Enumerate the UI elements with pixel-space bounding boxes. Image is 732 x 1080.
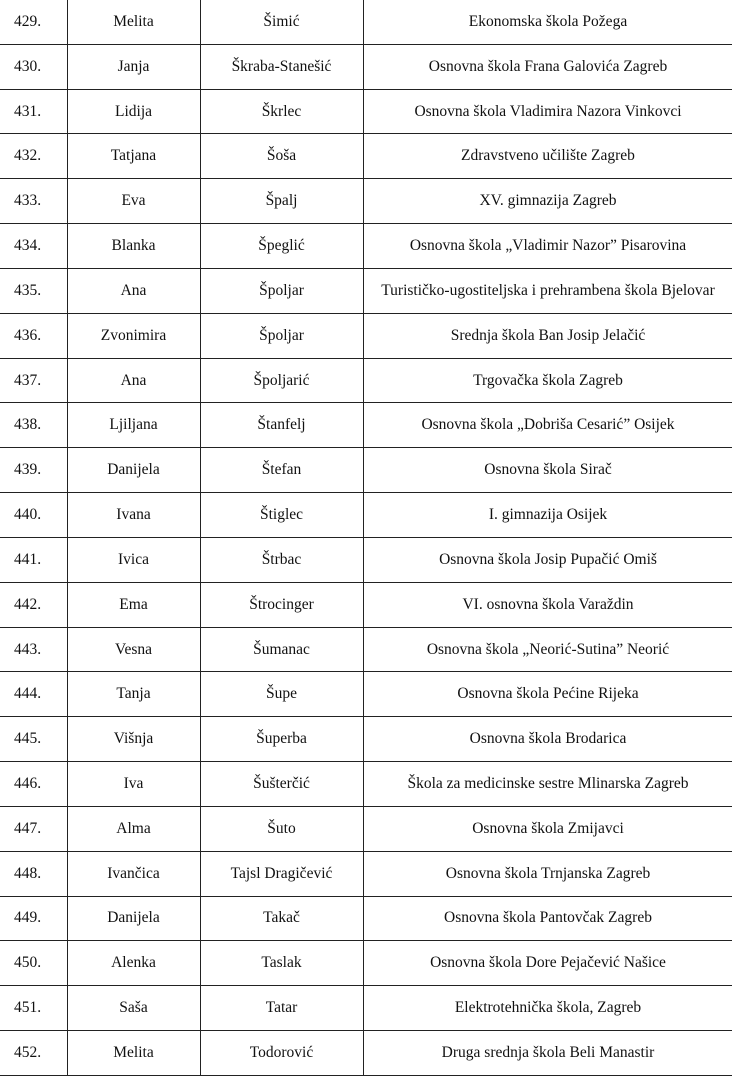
last-name-cell: Štrbac [200,537,363,582]
row-number: 437. [0,358,67,403]
first-name-cell: Iva [67,762,200,807]
table-row [0,582,732,627]
first-name-cell: Alma [67,806,200,851]
row-number: 432. [0,134,67,179]
school-name-cell: Turističko-ugostiteljska i prehrambena škola Bjelovar [363,268,732,313]
last-name-cell: Tajsl Dragičević [200,851,363,896]
school-name-cell: XV. gimnazija Zagreb [363,179,732,224]
row-number: 446. [0,762,67,807]
table-row [0,896,732,941]
first-name-cell: Lidija [67,89,200,134]
school-name-cell: Osnovna škola Brodarica [363,717,732,762]
last-name-cell: Tatar [200,986,363,1031]
school-name-cell: Elektrotehnička škola, Zagreb [363,986,732,1031]
last-name-cell: Špalj [200,179,363,224]
row-number: 448. [0,851,67,896]
table-row [0,717,732,762]
last-name-cell: Štiglec [200,493,363,538]
row-number: 450. [0,941,67,986]
table-row [0,0,732,44]
school-name-cell: Škola za medicinske sestre Mlinarska Zagreb [363,762,732,807]
table-row [0,851,732,896]
school-name-cell: Osnovna škola „Vladimir Nazor” Pisarovina [363,224,732,269]
row-number: 436. [0,313,67,358]
row-number: 430. [0,44,67,89]
last-name-cell: Špoljar [200,313,363,358]
last-name-cell: Štrocinger [200,582,363,627]
school-name-cell: Osnovna škola Josip Pupačić Omiš [363,537,732,582]
row-number: 441. [0,537,67,582]
first-name-cell: Tatjana [67,134,200,179]
school-name-cell: Srednja škola Ban Josip Jelačić [363,313,732,358]
row-number: 451. [0,986,67,1031]
row-number: 435. [0,268,67,313]
last-name-cell: Šuperba [200,717,363,762]
table-row [0,806,732,851]
table-row [0,1031,732,1076]
school-name-cell: Ekonomska škola Požega [363,0,732,44]
last-name-cell: Štanfelj [200,403,363,448]
first-name-cell: Ana [67,358,200,403]
first-name-cell: Melita [67,1031,200,1076]
school-name-cell: Osnovna škola Trnjanska Zagreb [363,851,732,896]
school-name-cell: I. gimnazija Osijek [363,493,732,538]
row-number: 434. [0,224,67,269]
row-number: 444. [0,672,67,717]
last-name-cell: Takač [200,896,363,941]
first-name-cell: Višnja [67,717,200,762]
school-name-cell: Osnovna škola Dore Pejačević Našice [363,941,732,986]
first-name-cell: Janja [67,44,200,89]
last-name-cell: Šumanac [200,627,363,672]
school-name-cell: Osnovna škola Sirač [363,448,732,493]
first-name-cell: Eva [67,179,200,224]
last-name-cell: Štefan [200,448,363,493]
table-row [0,179,732,224]
table-row [0,493,732,538]
table-row [0,358,732,403]
school-name-cell: Osnovna škola „Neorić-Sutina” Neorić [363,627,732,672]
row-number: 442. [0,582,67,627]
row-number: 449. [0,896,67,941]
table-row [0,941,732,986]
school-name-cell: Druga srednja škola Beli Manastir [363,1031,732,1076]
school-name-cell: Osnovna škola Pantovčak Zagreb [363,896,732,941]
row-number: 431. [0,89,67,134]
table-row [0,224,732,269]
school-name-cell: VI. osnovna škola Varaždin [363,582,732,627]
first-name-cell: Vesna [67,627,200,672]
table-row [0,313,732,358]
table-row [0,268,732,313]
table-row [0,403,732,448]
first-name-cell: Ivančica [67,851,200,896]
first-name-cell: Ema [67,582,200,627]
last-name-cell: Špoljar [200,268,363,313]
first-name-cell: Saša [67,986,200,1031]
row-number: 440. [0,493,67,538]
school-name-cell: Zdravstveno učilište Zagreb [363,134,732,179]
first-name-cell: Ana [67,268,200,313]
row-number: 433. [0,179,67,224]
first-name-cell: Ivana [67,493,200,538]
first-name-cell: Blanka [67,224,200,269]
table-row [0,134,732,179]
first-name-cell: Melita [67,0,200,44]
first-name-cell: Danijela [67,448,200,493]
table-row [0,627,732,672]
last-name-cell: Špeglić [200,224,363,269]
first-name-cell: Tanja [67,672,200,717]
row-number: 429. [0,0,67,44]
last-name-cell: Šušterčić [200,762,363,807]
first-name-cell: Zvonimira [67,313,200,358]
school-name-cell: Trgovačka škola Zagreb [363,358,732,403]
school-name-cell: Osnovna škola Frana Galovića Zagreb [363,44,732,89]
last-name-cell: Šoša [200,134,363,179]
first-name-cell: Ivica [67,537,200,582]
row-number: 438. [0,403,67,448]
table-row [0,537,732,582]
last-name-cell: Šimić [200,0,363,44]
table-row [0,89,732,134]
last-name-cell: Špoljarić [200,358,363,403]
row-number: 439. [0,448,67,493]
row-number: 445. [0,717,67,762]
table-row [0,448,732,493]
last-name-cell: Šuto [200,806,363,851]
first-name-cell: Alenka [67,941,200,986]
school-name-cell: Osnovna škola Zmijavci [363,806,732,851]
last-name-cell: Škraba-Stanešić [200,44,363,89]
last-name-cell: Šupe [200,672,363,717]
table-row [0,672,732,717]
last-name-cell: Todorović [200,1031,363,1076]
table-row [0,44,732,89]
table-row [0,986,732,1031]
school-name-cell: Osnovna škola Vladimira Nazora Vinkovci [363,89,732,134]
school-name-cell: Osnovna škola Pećine Rijeka [363,672,732,717]
row-number: 452. [0,1031,67,1076]
last-name-cell: Taslak [200,941,363,986]
row-number: 447. [0,806,67,851]
first-name-cell: Ljiljana [67,403,200,448]
row-number: 443. [0,627,67,672]
first-name-cell: Danijela [67,896,200,941]
last-name-cell: Škrlec [200,89,363,134]
school-name-cell: Osnovna škola „Dobriša Cesarić” Osijek [363,403,732,448]
table-row [0,762,732,807]
